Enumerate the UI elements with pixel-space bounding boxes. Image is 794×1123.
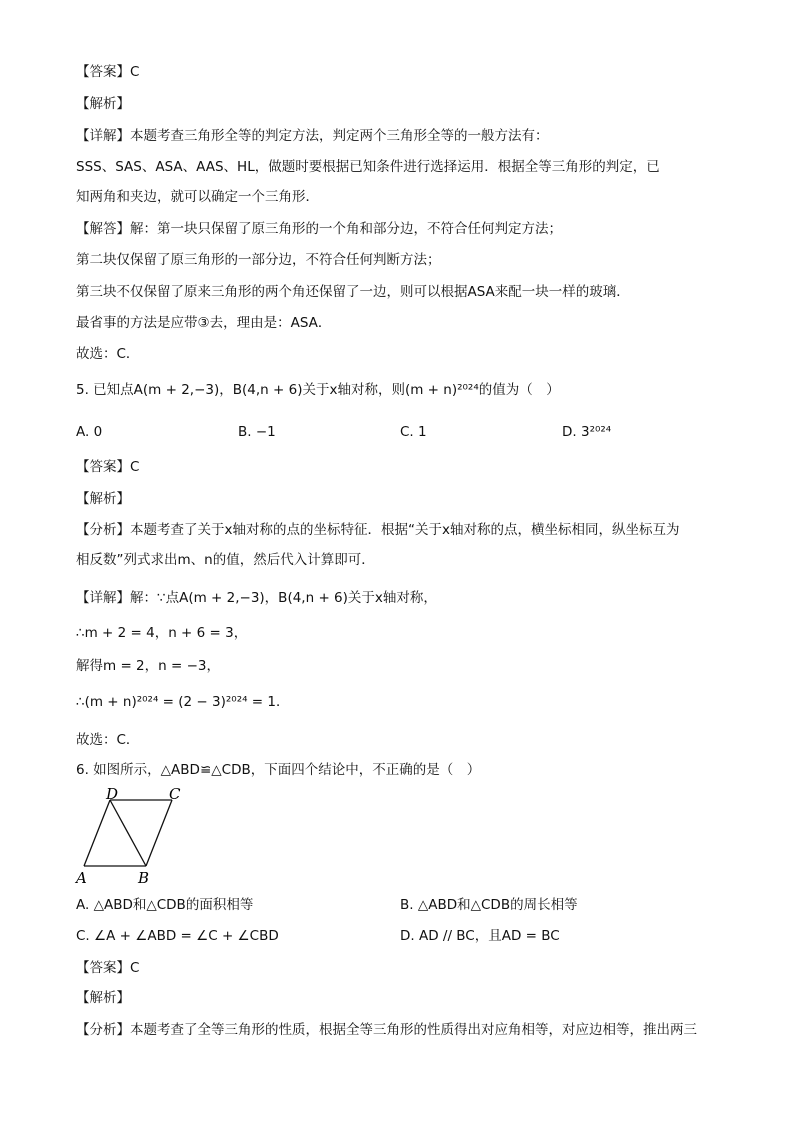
q5-option-b: B. −1: [238, 424, 276, 440]
q5-detail-2: ∴m + 2 = 4，n + 6 = 3，: [76, 625, 248, 641]
q4-solution-1: 【解答】解：第一块只保留了原三角形的一个角和部分边，不符合任何判定方法；: [76, 221, 562, 237]
q6-stem: 6. 如图所示，△ABD≌△CDB，下面四个结论中，不正确的是（ ）: [76, 762, 481, 778]
q4-analysis-heading: 【解析】: [76, 96, 130, 112]
q5-option-d: D. 3²⁰²⁴: [562, 424, 612, 440]
q4-solution-2: 第二块仅保留了原三角形的一部分边，不符合任何判断方法；: [76, 252, 441, 268]
q6-option-b: B. △ABD和△CDB的周长相等: [400, 897, 578, 913]
q4-choose: 故选：C．: [76, 346, 140, 362]
q5-analysis-heading: 【解析】: [76, 491, 130, 507]
q6-answer: 【答案】C: [76, 960, 140, 976]
figure-edge-cb: [146, 800, 172, 866]
q5-choose: 故选：C．: [76, 732, 140, 748]
parallelogram-figure: [74, 786, 204, 888]
q5-detail-4: ∴(m + n)²⁰²⁴ = (2 − 3)²⁰²⁴ = 1．: [76, 694, 290, 710]
q5-detail-1: 【详解】解：∵点A(m + 2,−3)，B(4,n + 6)关于x轴对称，: [76, 590, 437, 606]
q4-methods: SSS、SAS、ASA、AAS、HL，做题时要根据已知条件进行选择运用．根据全等三角形的判定，已: [76, 159, 660, 175]
q5-analysis-2: 相反数”列式求出m、n的值，然后代入计算即可．: [76, 552, 375, 568]
q5-detail-3: 解得m = 2，n = −3，: [76, 658, 220, 674]
q5-stem: 5. 已知点A(m + 2,−3)，B(4,n + 6)关于x轴对称，则(m + n)²⁰²⁴的值为（ ）: [76, 382, 560, 398]
q5-option-c: C. 1: [400, 424, 427, 440]
q6-option-c: C. ∠A + ∠ABD = ∠C + ∠CBD: [76, 928, 279, 944]
q6-option-d: D. AD // BC，且AD = BC: [400, 928, 560, 944]
q4-answer: 【答案】C: [76, 64, 140, 80]
q6-option-a: A. △ABD和△CDB的面积相等: [76, 897, 254, 913]
q4-solution-3: 第三块不仅保留了原来三角形的两个角还保留了一边，则可以根据ASA来配一块一样的玻璃．: [76, 284, 630, 300]
vertex-label-d: D: [106, 786, 119, 803]
vertex-label-b: B: [138, 869, 150, 887]
q5-option-a: A. 0: [76, 424, 103, 440]
q4-detail: 【详解】本题考查三角形全等的判定方法，判定两个三角形全等的一般方法有：: [76, 128, 549, 144]
figure-diagonal-db: [110, 800, 146, 866]
q5-analysis-1: 【分析】本题考查了关于x轴对称的点的坐标特征．根据“关于x轴对称的点，横坐标相同，纵坐标互为: [76, 522, 680, 538]
vertex-label-c: C: [169, 786, 181, 803]
q4-methods-cont: 知两角和夹边，就可以确定一个三角形．: [76, 189, 319, 205]
q6-analysis-heading: 【解析】: [76, 990, 130, 1006]
q4-solution-4: 最省事的方法是应带③去，理由是：ASA．: [76, 315, 332, 331]
q6-analysis-text: 【分析】本题考查了全等三角形的性质，根据全等三角形的性质得出对应角相等，对应边相等，推出两三: [76, 1022, 697, 1038]
vertex-label-a: A: [76, 869, 87, 887]
figure-edge-da: [84, 800, 110, 866]
q5-answer: 【答案】C: [76, 459, 140, 475]
